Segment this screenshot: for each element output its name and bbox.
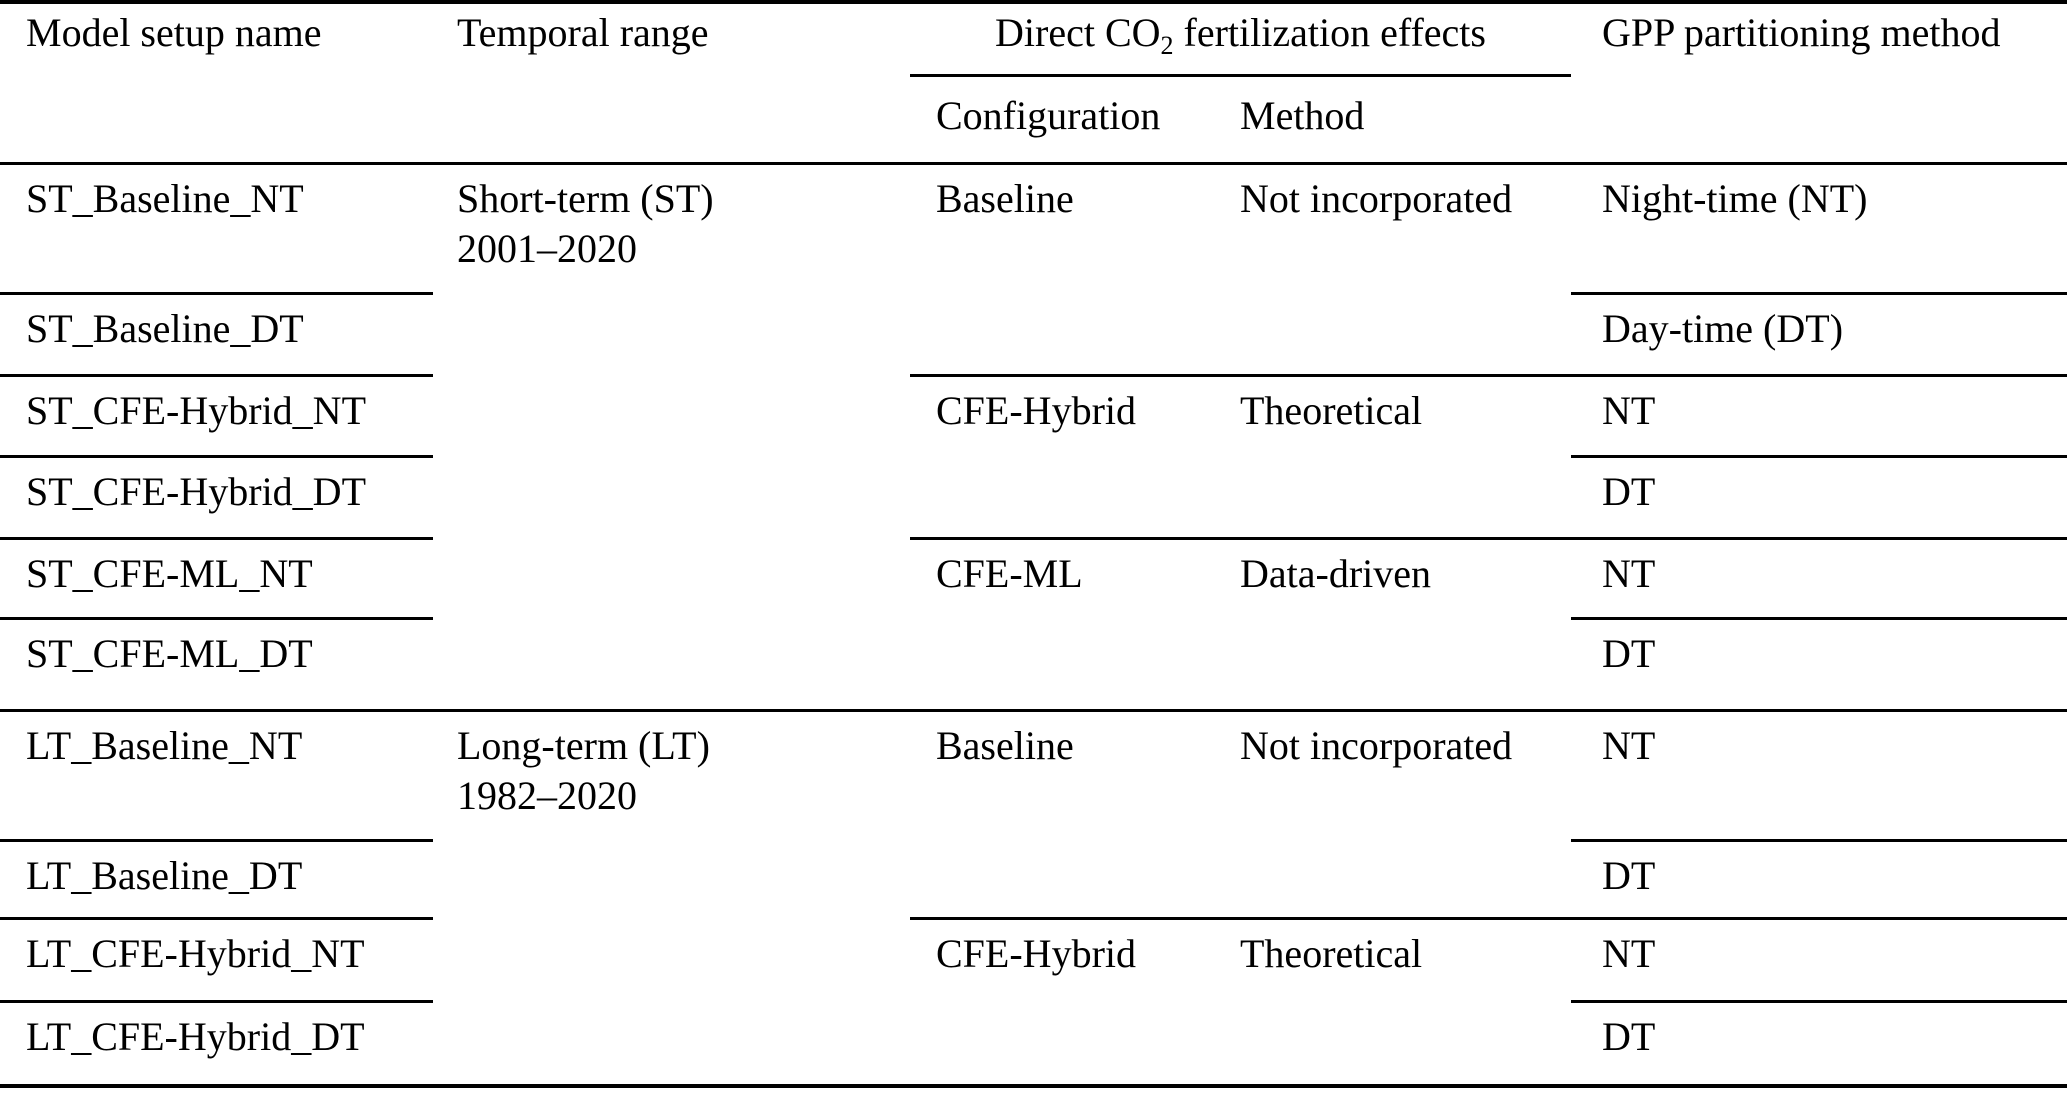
table-row	[0, 375, 2067, 456]
cell-method: Theoretical	[1240, 930, 1423, 976]
cell-gpp-partitioning: Day-time (DT)	[1571, 293, 2067, 375]
cell-gpp-partitioning: NT	[1571, 375, 2067, 456]
cell-method: Not incorporated	[1214, 710, 1571, 918]
table-row	[0, 710, 2067, 840]
header-row-groups	[0, 2, 2067, 75]
header-method: Method	[1214, 75, 1571, 163]
cell-method: Data-driven	[1214, 538, 1571, 710]
cell-configuration: CFE-ML	[910, 538, 1214, 710]
cell-method: Not incorporated	[1214, 163, 1571, 375]
cell-temporal-range-st	[433, 163, 910, 710]
header-configuration: Configuration	[910, 75, 1214, 163]
cell-gpp-partitioning: Night-time (NT)	[1571, 163, 2067, 293]
temporal-range-line1: Short-term (ST)	[457, 175, 714, 221]
cell-model-setup-name: LT_Baseline_NT	[0, 710, 433, 840]
header-co2-fertilization-group	[910, 2, 1571, 75]
cell-gpp-partitioning: DT	[1571, 618, 2067, 710]
header-temporal-range: Temporal range	[433, 2, 910, 163]
cell-configuration: CFE-Hybrid	[936, 930, 1136, 976]
table-row	[0, 163, 2067, 293]
table-header	[0, 2, 2067, 163]
cell-model-setup-name: ST_Baseline_DT	[0, 293, 433, 375]
cell-configuration: CFE-Hybrid	[910, 375, 1214, 538]
temporal-range-line2: 2001–2020	[457, 225, 637, 271]
cell-model-setup-name: ST_Baseline_NT	[0, 163, 433, 293]
cell-gpp-partitioning: NT	[1571, 538, 2067, 618]
cell-gpp-partitioning: DT	[1571, 840, 2067, 918]
header-model-setup-name: Model setup name	[0, 2, 433, 163]
cell-gpp-partitioning: DT	[1602, 1013, 1656, 1059]
temporal-range-line1: Long-term (LT)	[457, 722, 710, 768]
cell-model-setup-name: ST_CFE-ML_DT	[0, 618, 433, 710]
cell-model-setup-name: ST_CFE-ML_NT	[0, 538, 433, 618]
header-gpp-partitioning-method: GPP partitioning method	[1571, 2, 2067, 163]
table-row	[0, 538, 2067, 618]
co2-subscript: 2	[1160, 31, 1174, 60]
cell-model-setup-name: LT_CFE-Hybrid_DT	[26, 1013, 365, 1059]
cell-model-setup-name: LT_Baseline_DT	[0, 840, 433, 918]
cell-gpp-partitioning: NT	[1571, 710, 2067, 840]
cell-temporal-range-lt	[433, 710, 910, 1086]
cell-model-setup-name: LT_CFE-Hybrid_NT	[0, 918, 433, 1001]
co2-group-text-pre: Direct CO	[995, 10, 1161, 55]
cell-model-setup-name: ST_CFE-Hybrid_DT	[0, 456, 433, 538]
co2-group-text-post: fertilization effects	[1173, 10, 1486, 55]
cell-gpp-partitioning: DT	[1571, 456, 2067, 538]
table-row	[0, 918, 2067, 1001]
cell-configuration: Baseline	[910, 163, 1214, 375]
table-body	[0, 163, 2067, 1086]
temporal-range-line2: 1982–2020	[457, 772, 637, 818]
cell-gpp-partitioning: NT	[1571, 918, 2067, 1001]
cell-method: Theoretical	[1214, 375, 1571, 538]
cell-model-setup-name: ST_CFE-Hybrid_NT	[0, 375, 433, 456]
cell-configuration: Baseline	[910, 710, 1214, 918]
